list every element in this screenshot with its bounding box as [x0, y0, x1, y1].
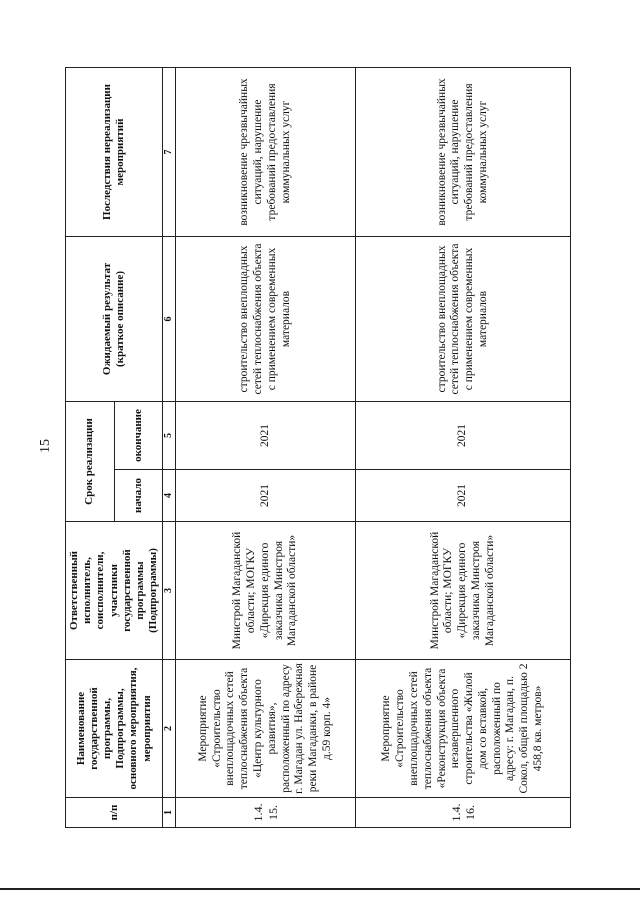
- row-consequences: возникновение чрезвычайных ситуаций, нарушение требований предоставления коммунальных услуг: [176, 67, 356, 236]
- column-number-row: [163, 67, 176, 827]
- column-number: 4: [163, 470, 176, 522]
- header-row: [66, 67, 115, 827]
- column-number: 6: [163, 236, 176, 401]
- header-index: п/п: [66, 798, 163, 828]
- column-number: 1: [163, 798, 176, 828]
- row-result: строительство внеплощадных сетей теплоснабжения объекта с применением современных материалов: [356, 236, 571, 401]
- row-name: Мероприятие «Строительство внеплощадочных сетей теплоснабжения объекта «Реконструкция объекта незавершенного строительства «Жилой дом со вставкой, расположенный по адресу: г. Магадан, п. Сокол, общей площадью 2 458,8 кв. метров»: [356, 660, 571, 798]
- header-consequences: Последствия нереализации мероприятий: [66, 67, 163, 236]
- row-result: строительство внеплощадных сетей теплоснабжения объекта с применением современных материалов: [176, 236, 356, 401]
- table-rotator: [65, 68, 545, 828]
- header-end: окончание: [114, 401, 163, 469]
- column-number: 2: [163, 660, 176, 798]
- header-period: Срок реализации: [66, 401, 115, 521]
- page-number: 15: [38, 439, 53, 453]
- row-executor: Минстрой Магаданской области; МОГКУ «Дирекция единого заказчика Минстроя Магаданской области»: [356, 522, 571, 660]
- row-index: 1.4.16.: [356, 798, 571, 828]
- row-end: 2021: [176, 401, 356, 469]
- column-number: 5: [163, 401, 176, 469]
- header-name: Наименование государственной программы, Подпрограммы, основного мероприятия, мероприятия: [66, 660, 163, 798]
- bottom-rule: [0, 888, 640, 890]
- row-executor: Минстрой Магаданской области; МОГКУ «Дирекция единого заказчика Минстроя Магаданской области»: [176, 522, 356, 660]
- header-result: Ожидаемый результат (краткое описание): [66, 236, 163, 401]
- header-start: начало: [114, 470, 163, 522]
- header-executor: Ответственный исполнитель, соисполнители, участники государственной программы (Подпрограммы): [66, 522, 163, 660]
- measures-table: [65, 67, 571, 828]
- row-start: 2021: [176, 470, 356, 522]
- table-row: [356, 67, 571, 827]
- table-row: [176, 67, 356, 827]
- row-consequences: возникновение чрезвычайных ситуаций, нарушение требований предоставления коммунальных услуг: [356, 67, 571, 236]
- row-end: 2021: [356, 401, 571, 469]
- column-number: 7: [163, 67, 176, 236]
- column-number: 3: [163, 522, 176, 660]
- row-index: 1.4.15.: [176, 798, 356, 828]
- row-start: 2021: [356, 470, 571, 522]
- table-wrapper: [65, 68, 545, 828]
- row-name: Мероприятие «Строительство внеплощадочных сетей теплоснабжения объекта «Центр культурного развития», расположенный по адресу г. Магадан ул. Набережная реки Магаданки, в районе д.59 корп. 4»: [176, 660, 356, 798]
